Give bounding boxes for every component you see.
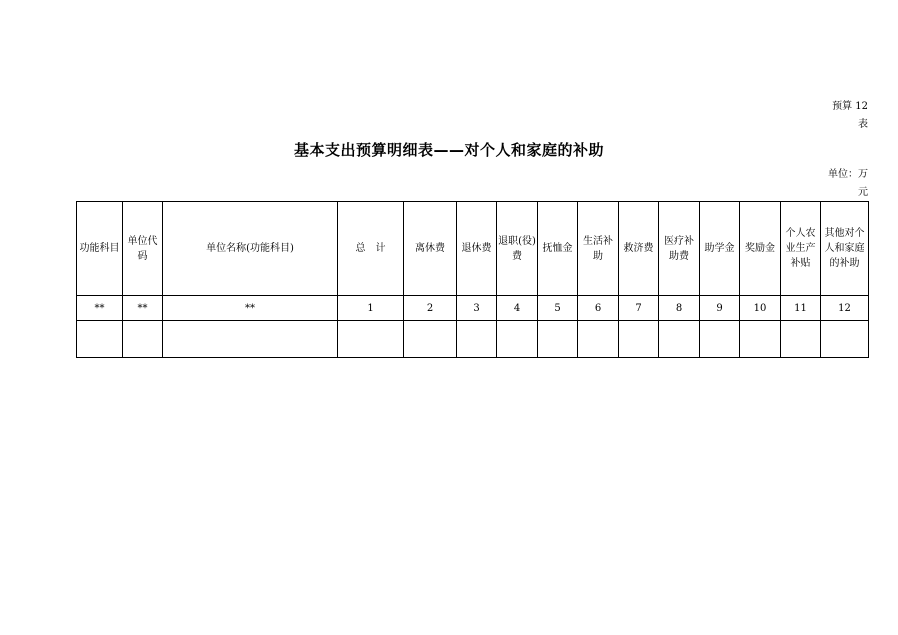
unit-label-line1: 单位：万 xyxy=(828,169,868,180)
table-cell xyxy=(497,321,538,358)
table-cell: 1 xyxy=(338,296,404,321)
table-cell: 5 xyxy=(538,296,578,321)
table-cell: ** xyxy=(123,296,163,321)
table-cell: 8 xyxy=(659,296,700,321)
table-cell: 9 xyxy=(700,296,740,321)
form-number-line1: 预算 12 xyxy=(832,101,868,112)
col-header-retirement-cadre: 离休费 xyxy=(404,202,457,296)
col-header-relief: 救济费 xyxy=(619,202,659,296)
table-row-blank xyxy=(77,321,869,358)
table-cell xyxy=(821,321,869,358)
table-cell: ** xyxy=(163,296,338,321)
col-header-total: 总 计 xyxy=(338,202,404,296)
col-header-unit-name: 单位名称(功能科目) xyxy=(163,202,338,296)
table-cell: 3 xyxy=(457,296,497,321)
table-cell xyxy=(457,321,497,358)
table-cell xyxy=(404,321,457,358)
col-header-function-subject: 功能科目 xyxy=(77,202,123,296)
table-cell: ** xyxy=(77,296,123,321)
unit-label xyxy=(808,166,868,202)
table-cell: 10 xyxy=(740,296,781,321)
table-cell: 2 xyxy=(404,296,457,321)
col-header-agri-subsidy: 个人农业生产补贴 xyxy=(781,202,821,296)
col-header-living-allowance: 生活补助 xyxy=(578,202,619,296)
table-cell xyxy=(77,321,123,358)
budget-table xyxy=(76,201,869,358)
col-header-unit-code: 单位代码 xyxy=(123,202,163,296)
table-cell: 11 xyxy=(781,296,821,321)
col-header-pension: 抚恤金 xyxy=(538,202,578,296)
table-cell xyxy=(781,321,821,358)
unit-label-line2: 元 xyxy=(858,187,868,198)
table-cell: 12 xyxy=(821,296,869,321)
table-cell xyxy=(538,321,578,358)
col-header-retirement: 退休费 xyxy=(457,202,497,296)
form-number xyxy=(808,98,868,134)
table-cell xyxy=(740,321,781,358)
table-header-row xyxy=(77,202,869,296)
table-cell xyxy=(163,321,338,358)
col-header-medical-allowance: 医疗补助费 xyxy=(659,202,700,296)
table-cell: 7 xyxy=(619,296,659,321)
col-header-reward: 奖励金 xyxy=(740,202,781,296)
table-cell xyxy=(619,321,659,358)
col-header-scholarship: 助学金 xyxy=(700,202,740,296)
form-number-line2: 表 xyxy=(858,119,868,130)
table-row xyxy=(77,296,869,321)
page-title: 基本支出预算明细表——对个人和家庭的补助 xyxy=(293,141,604,159)
table-cell xyxy=(700,321,740,358)
table-cell xyxy=(338,321,404,358)
table-cell: 4 xyxy=(497,296,538,321)
table-cell xyxy=(659,321,700,358)
table-cell xyxy=(123,321,163,358)
col-header-resignation: 退职(役)费 xyxy=(497,202,538,296)
col-header-other-subsidy: 其他对个人和家庭的补助 xyxy=(821,202,869,296)
table-cell xyxy=(578,321,619,358)
table-cell: 6 xyxy=(578,296,619,321)
